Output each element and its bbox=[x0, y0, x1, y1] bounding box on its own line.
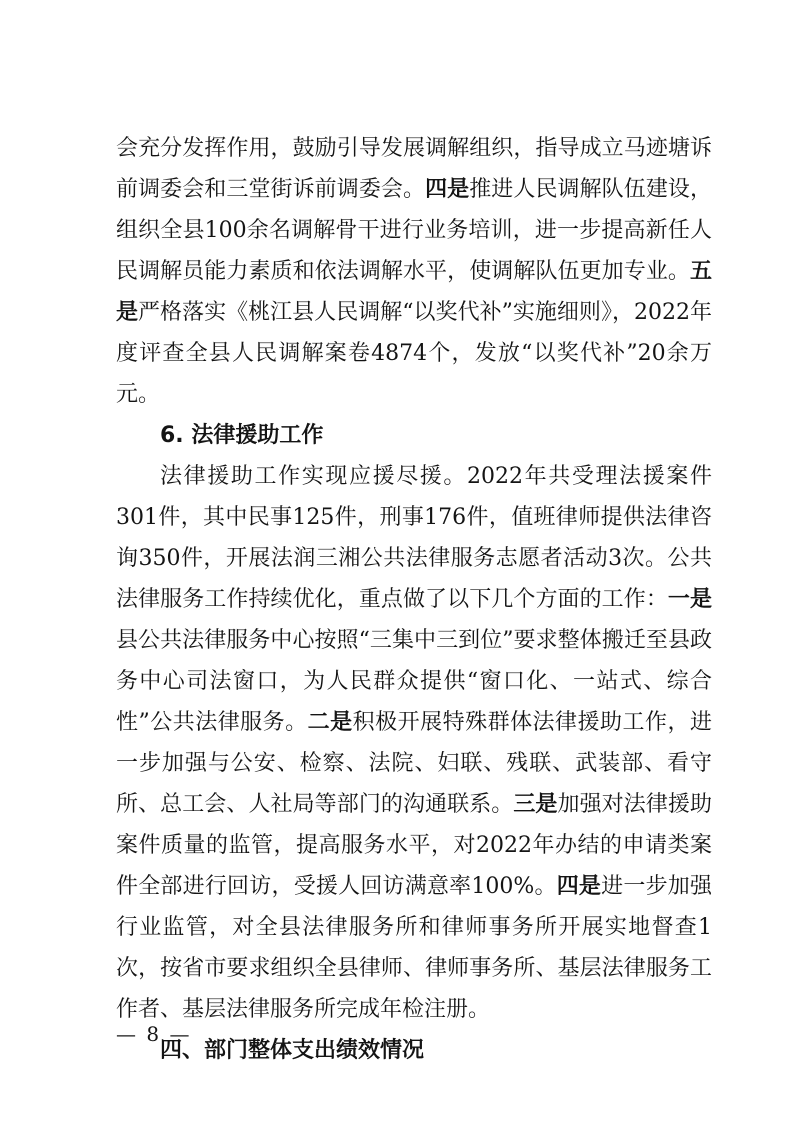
paragraph-text: 积极开展特殊群体法律援助工作，进一步加强与公安、检察、法院、妇联、残联、武装部、看守所、总工会、人社局等部门的沟通联系。 bbox=[116, 710, 712, 817]
paragraph-text: 推进人民调解队伍建设，组织全县100余名调解骨干进行业务培训，进一步提高新任人民调解员能力素质和依法调解水平，使调解队伍更加专业。 bbox=[116, 177, 712, 284]
paragraph-text: 会充分发挥作用，鼓励引导发展调解组织，指导成立马迹塘诉前调委会和三堂街诉前调委会。 bbox=[116, 136, 712, 202]
bold-marker: 一是 bbox=[667, 587, 712, 612]
bold-marker: 二是 bbox=[307, 710, 353, 735]
paragraph-text: 县公共法律服务中心按照“三集中三到位”要求整体搬迁至县政务中心司法窗口，为人民群众提供“窗口化、一站式、综合性”公共法律服务。 bbox=[116, 628, 712, 735]
section-heading-legal-aid: 6. 法律援助工作 bbox=[160, 423, 324, 448]
bold-marker: 三是 bbox=[513, 792, 558, 817]
paragraph-text: 加强对法律援助案件质量的监管，提高服务水平，对2022年办结的申请类案件全部进行回访，受援人回访满意率100%。 bbox=[116, 792, 712, 899]
paragraph-mediation bbox=[116, 128, 712, 415]
page-number: — 8 — bbox=[116, 1022, 192, 1046]
bold-marker: 四是 bbox=[556, 874, 602, 899]
section-heading-performance: 四、部门整体支出绩效情况 bbox=[160, 1038, 425, 1063]
paragraph-text: 法律援助工作实现应援尽援。2022年共受理法援案件301件，其中民事125件，刑事176件，值班律师提供法律咨询350件，开展法润三湘公共法律服务志愿者活动3次。公共法律服务工作持续优化，重点做了以下几个方面的工作： bbox=[116, 464, 712, 612]
bold-marker: 五是 bbox=[116, 259, 712, 325]
body-text bbox=[116, 128, 712, 1071]
bold-marker: 四是 bbox=[425, 177, 470, 202]
paragraph-legal-aid bbox=[116, 456, 712, 1030]
paragraph-text: 进一步加强行业监管，对全县法律服务所和律师事务所开展实地督查1次，按省市要求组织全县律师、律师事务所、基层法律服务工作者、基层法律服务所完成年检注册。 bbox=[116, 874, 712, 1022]
paragraph-text: 严格落实《桃江县人民调解“以奖代补”实施细则》，2022年度评查全县人民调解案卷4874个，发放“以奖代补”20余万元。 bbox=[116, 300, 712, 407]
